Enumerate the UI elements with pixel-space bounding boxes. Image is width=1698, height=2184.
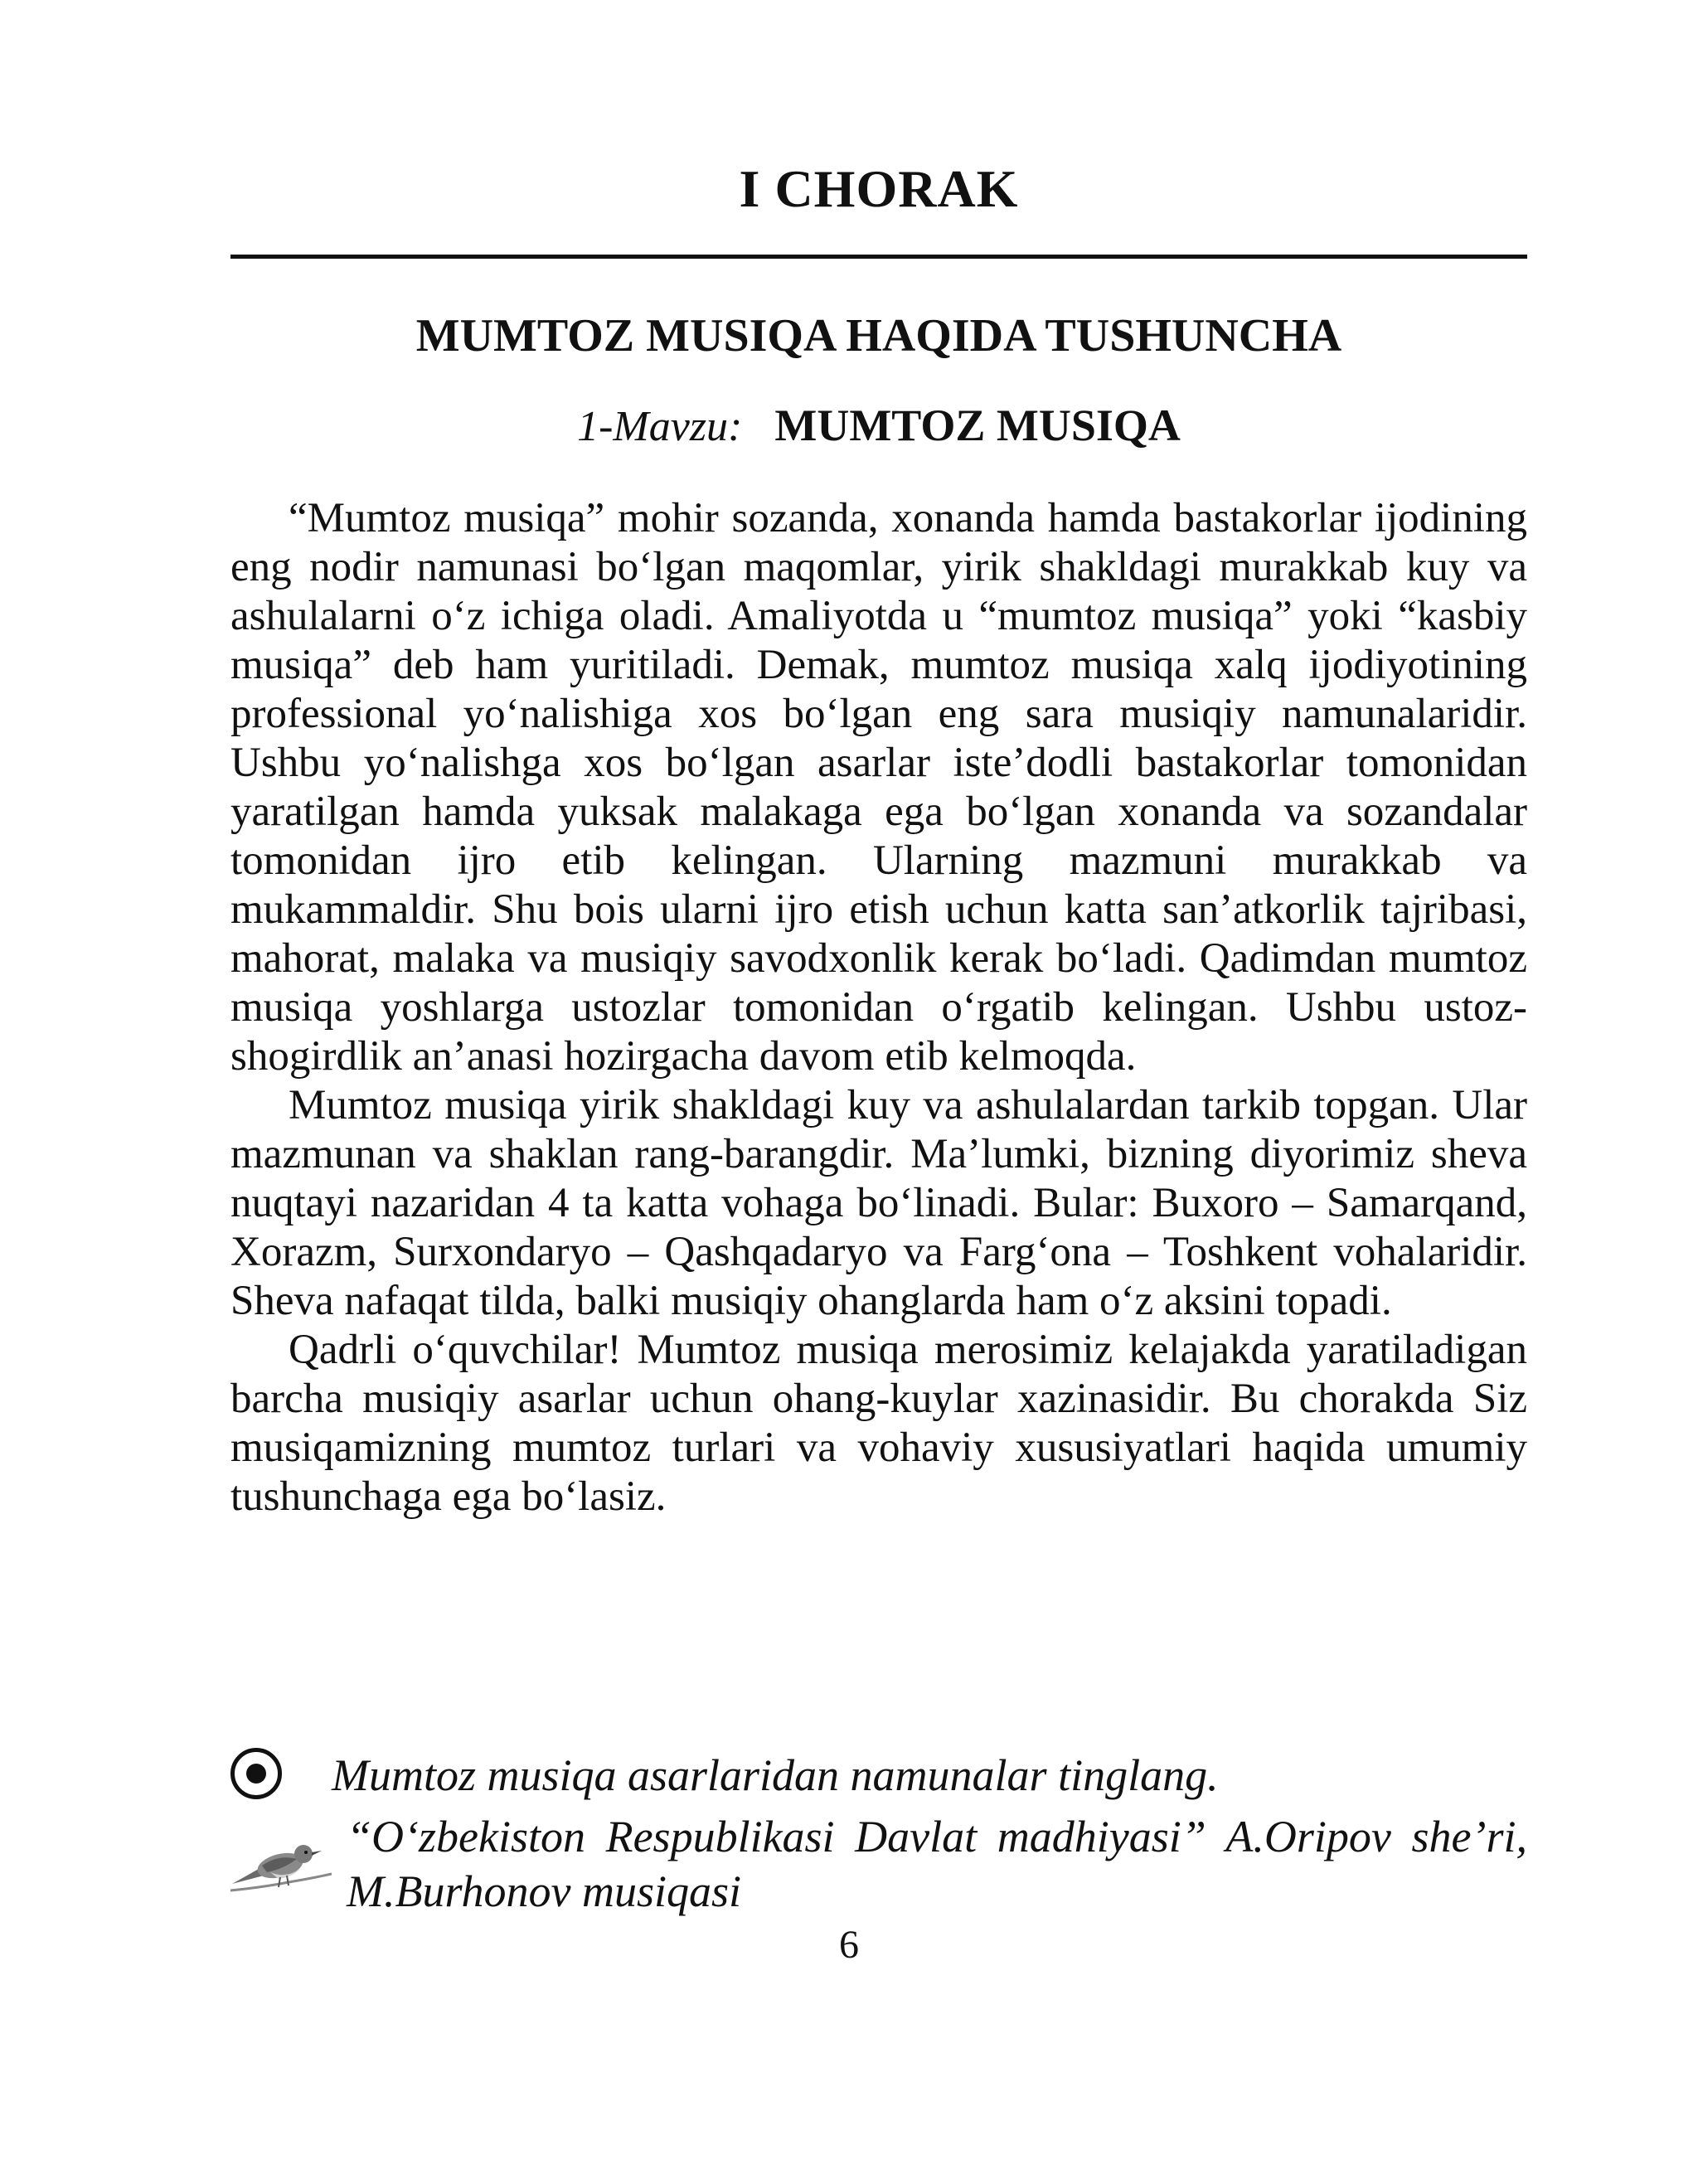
topic-name: MUMTOZ MUSIQA bbox=[774, 400, 1181, 450]
listen-task bbox=[230, 1746, 1527, 1804]
quarter-title: I CHORAK bbox=[739, 159, 1019, 218]
listen-task-text: Mumtoz musiqa asarlaridan namunalar tinglang. bbox=[332, 1750, 1219, 1800]
title-divider bbox=[230, 255, 1527, 259]
song-title: “O‘zbekiston Respublikasi Davlat madhiyasi” A.Oripov she’ri, M.Burhonov musiqasi bbox=[347, 1812, 1527, 1916]
song-entry bbox=[230, 1809, 1527, 1922]
paragraph-1: “Mumtoz musiqa” mohir sozanda, xonanda hamda bastakorlar ijodining eng nodir namunasi bo‘lgan maqomlar, yirik shakldagi murakkab kuy va ashulalarni o‘z ichiga oladi. Amaliyotda u “mumtoz musiqa” yoki “kasbiy musiqa” deb ham yuritiladi. Demak, mumtoz musiqa xalq ijodiyotining professional yo‘nalishiga xos bo‘lgan eng sara musiqiy namunalaridir. Ushbu yo‘nalishga xos bo‘lgan asarlar iste’dodli bastakorlar tomonidan yaratilgan hamda yuksak malakaga ega bo‘lgan xonanda va sozandalar tomonidan ijro etib kelingan. Ularning mazmuni murakkab va mukammaldir. Shu bois ularni ijro etish uchun katta san’atkorlik tajribasi, mahorat, malaka va musiqiy savodxonlik kerak bo‘ladi. Qadimdan mumtoz musiqa yoshlarga ustozlar tomonidan o‘rgatib kelingan. Ushbu ustoz-shogirdlik an’anasi hozirgacha davom etib kelmoqda. bbox=[230, 495, 1527, 1080]
topic-heading bbox=[230, 396, 1527, 456]
paragraph-2: Mumtoz musiqa yirik shakldagi kuy va ashulalardan tarkib topgan. Ular mazmunan va shaklan rang-barangdir. Ma’lumki, bizning diyorimiz sheva nuqtayi nazaridan 4 ta katta vohaga bo‘linadi. Bular: Buxoro – Samarqand, Xorazm, Surxondaryo – Qashqadaryo va Farg‘ona – Toshkent vohalaridir. Sheva nafaqat tilda, balki musiqiy ohanglarda ham o‘z aksini topadi. bbox=[230, 1082, 1527, 1324]
paragraph-3: Qadrli o‘quvchilar! Mumtoz musiqa merosimiz kelajakda yaratiladigan barcha musiqiy asarlar uchun ohang-kuylar xazinasidir. Bu chorakda Siz musiqamizning mumtoz turlari va vohaviy xususiyatlari haqida umumiy tushunchaga ega bo‘lasiz. bbox=[230, 1327, 1527, 1520]
topic-label: 1-Mavzu: bbox=[577, 403, 743, 450]
bird-icon bbox=[230, 1832, 332, 1904]
page-number: 6 bbox=[839, 1923, 859, 1967]
body-text bbox=[230, 494, 1527, 1522]
section-title: MUMTOZ MUSIQA HAQIDA TUSHUNCHA bbox=[415, 310, 1342, 362]
listen-icon bbox=[230, 1748, 282, 1799]
